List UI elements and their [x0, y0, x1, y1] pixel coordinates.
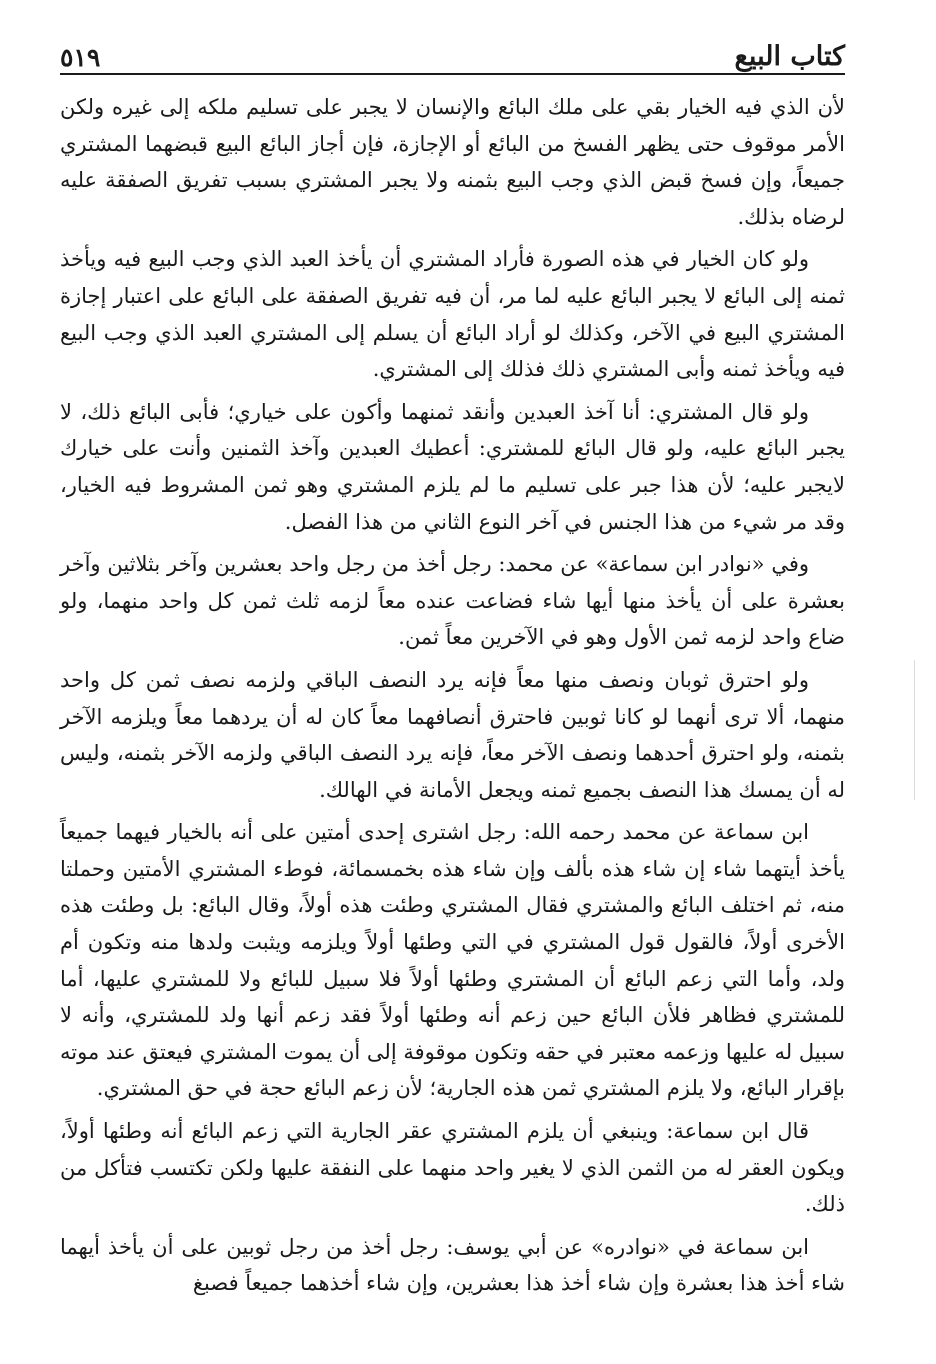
scan-edge-mark [914, 660, 915, 800]
book-page [60, 30, 845, 1350]
paragraph: ولو كان الخيار في هذه الصورة فأراد المشتري أن يأخذ العبد الذي وجب البيع فيه ويأخذ ثمنه إلى البائع لا يجبر البائع عليه لما مر، أن فيه تفريق الصفقة على البائع على اعتبار إجازة المشتري البيع في الآخر، وكذلك لو أراد البائع أن يسلم إلى المشتري العبد الذي وجب البيع فيه ويأخذ ثمنه وأبى المشتري ذلك فذلك إلى المشتري. [60, 247, 845, 382]
chapter-title: كتاب البيع [734, 41, 845, 72]
paragraph: ابن سماعة عن محمد رحمه الله: رجل اشترى إحدى أمتين على أنه بالخيار فيهما جميعاً يأخذ أيتهما شاء إن شاء هذه بألف وإن شاء هذه بخمسمائة، فوطء المشتري الأمتين وحملتا منه، ثم اختلف البائع والمشتري فقال المشتري وطئت هذه أولاً، وقال البائع: بل وطئت هذه الأخرى أولاً، فالقول قول المشتري في التي وطئها أولاً ويلزمه ويثبت ولدها منه وتكون أم ولد، وأما التي زعم البائع أن المشتري وطئها أولاً فلا سبيل للبائع ولا للمشتري عليها، أما للمشتري فظاهر فلأن البائع حين زعم أنه وطئها أولاً فقد زعم أنها ولد للمشتري، وأنه لا سبيل له عليها وزعمه معتبر في حقه وتكون موقوفة إلى أن يموت المشتري فيعتق عند موته بإقرار البائع، ولا يلزم المشتري ثمن هذه الجارية؛ لأن زعم البائع حجة في حق المشتري. [60, 820, 845, 1101]
paragraph: لأن الذي فيه الخيار بقي على ملك البائع والإنسان لا يجبر على تسليم ملكه إلى غيره ولكن الأمر موقوف حتى يظهر الفسخ من البائع أو الإجازة، فإن أجاز البائع البيع قبضهما المشتري جميعاً، وإن فسخ قبض الذي وجب البيع بثمنه ولا يجبر المشتري بسبب تفريق الصفقة عليه لرضاه بذلك. [60, 95, 845, 229]
paragraph: ابن سماعة في «نوادره» عن أبي يوسف: رجل أخذ من رجل ثوبين على أن يأخذ أيهما شاء أخذ هذا بعشرة وإن شاء أخذ هذا بعشرين، وإن شاء أخذهما جميعاً فصبغ [60, 1234, 845, 1296]
page-number: ٥١٩ [60, 43, 101, 72]
paragraph: وفي «نوادر ابن سماعة» عن محمد: رجل أخذ من رجل واحد بعشرين وآخر بثلاثين وآخر بعشرة على أن يأخذ منها أيها شاء فضاعت عنده معاً لزمه ثلث ثمن كل واحد منهما، ولو ضاع واحد لزمه ثمن الأول وهو في الآخرين معاً ثمن. [60, 552, 845, 650]
paragraph: ولو قال المشتري: أنا آخذ العبدين وأنقد ثمنهما وأكون على خياري؛ فأبى البائع ذلك، لا يجبر البائع عليه، ولو قال البائع للمشتري: أعطيك العبدين وآخذ الثمنين وأنت على خيارك لايجبر عليه؛ لأن هذا جبر على تسليم ما لم يلزم المشتري وهو ثمن المشروط فيه الخيار، وقد مر شيء من هذا الجنس في آخر النوع الثاني من هذا الفصل. [60, 399, 845, 534]
page-header [60, 30, 845, 75]
paragraph: ولو احترق ثوبان ونصف منها معاً فإنه يرد النصف الباقي ولزمه نصف ثمن كل واحد منهما، ألا ترى أنهما لو كانا ثوبين فاحترق أنصافهما معاً كان له أن يردهما معاً ويلزمه الآخر بثمنه، ولو احترق أحدهما ونصف الآخر معاً، فإنه يرد النصف الباقي ولزمه الآخر بثمنه، وليس له أن يمسك هذا النصف بجميع ثمنه ويجعل الأمانة في الهالك. [60, 667, 845, 802]
page-body [60, 89, 845, 1302]
paragraph: قال ابن سماعة: وينبغي أن يلزم المشتري عقر الجارية التي زعم البائع أنه وطئها أولاً، ويكون العقر له من الثمن الذي لا يغير واحد منهما على النفقة عليها ولكن تكتسب فتأكل من ذلك. [60, 1119, 845, 1217]
